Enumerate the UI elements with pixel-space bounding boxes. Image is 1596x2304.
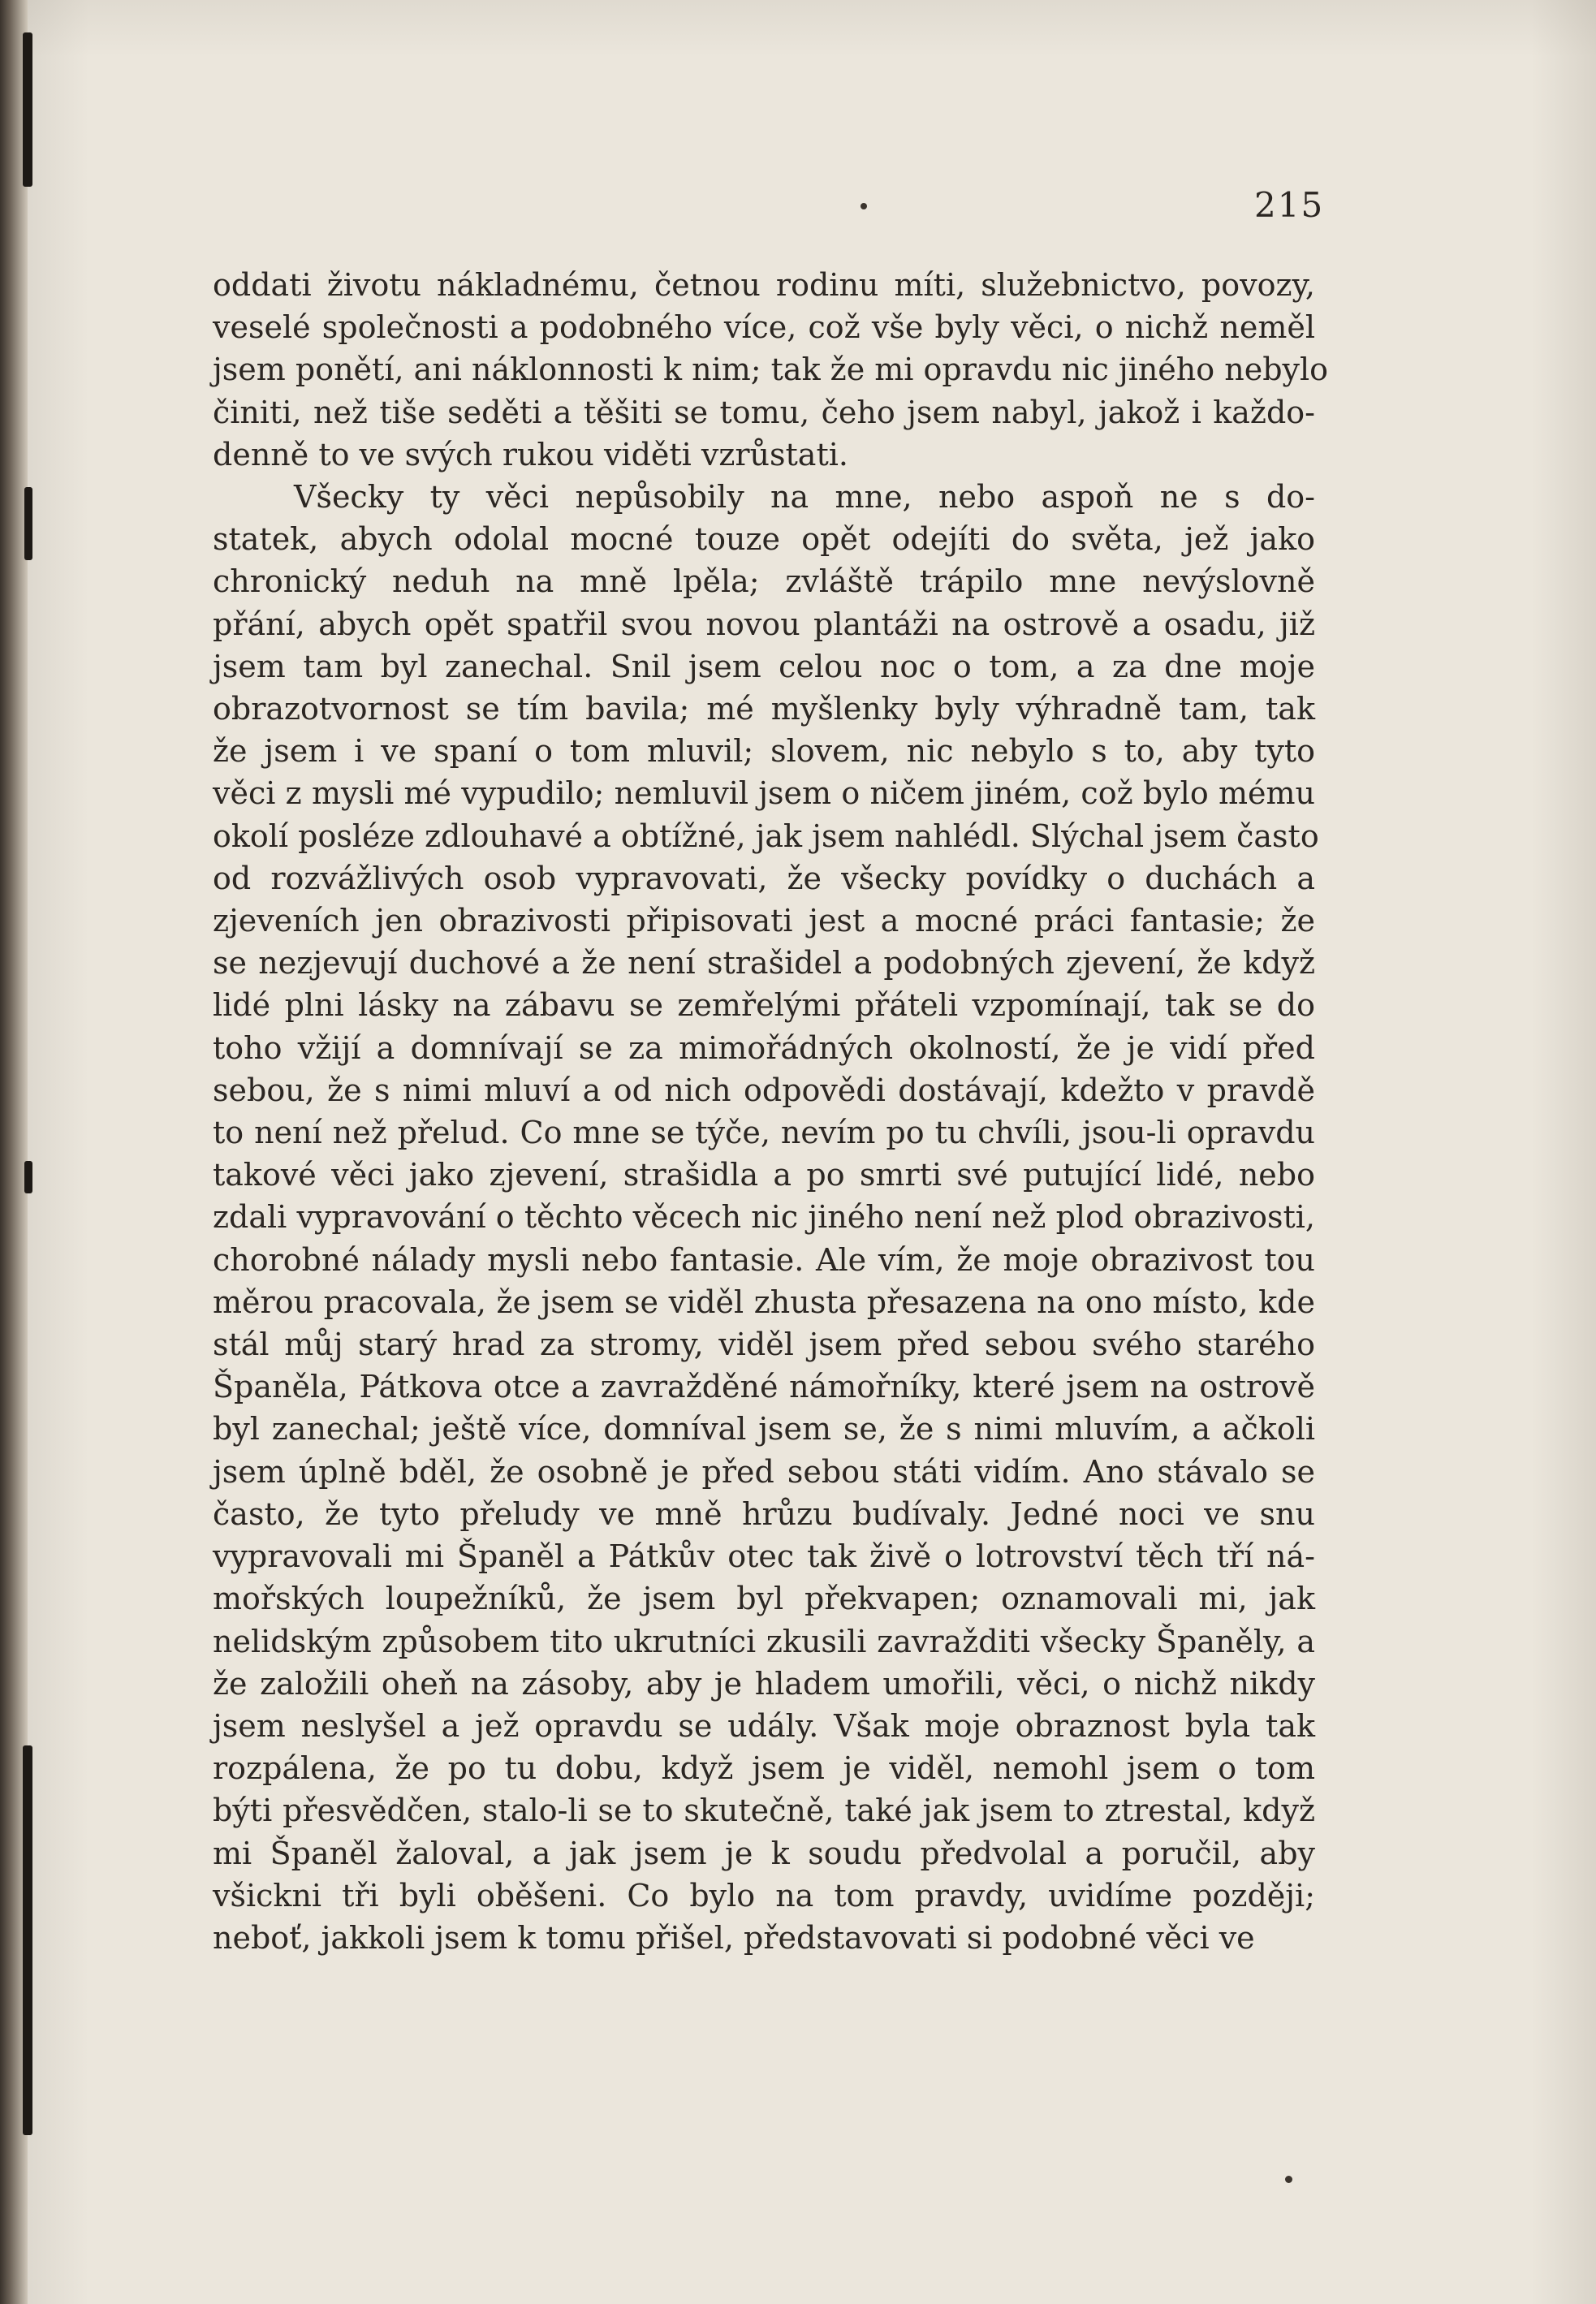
text-line: sebou, že s nimi mluví a od nich odpovědi dostávají, kdežto v pravdě <box>213 1072 1315 1108</box>
text-line: všickni tři byli oběšeni. Co bylo na tom pravdy, uvidíme později; <box>213 1877 1315 1914</box>
text-line: obrazotvornost se tím bavila; mé myšlenky byly výhradně tam, tak <box>213 691 1315 727</box>
body-text <box>213 264 1329 1959</box>
text-line: okolí posléze zdlouhavé a obtížné, jak jsem nahlédl. Slýchal jsem často <box>213 818 1319 854</box>
text-line: veselé společnosti a podobného více, což vše byly věci, o nichž neměl <box>213 309 1315 346</box>
text-line: měrou pracovala, že jsem se viděl zhusta přesazena na ono místo, kde <box>213 1284 1315 1320</box>
text-line: věci z mysli mé vypudilo; nemluvil jsem o ničem jiném, což bylo mému <box>213 775 1315 812</box>
text-line: často, že tyto přeludy ve mně hrůzu budívaly. Jedné noci ve snu <box>213 1495 1315 1532</box>
text-line: chronický neduh na mně lpěla; zvláště trápilo mne nevýslovně <box>213 563 1315 600</box>
text-line: byl zanechal; ještě více, domníval jsem se, že s nimi mluvím, a ačkoli <box>213 1411 1315 1448</box>
text-line: jsem neslyšel a jež opravdu se udály. Však moje obraznost byla tak <box>213 1707 1315 1744</box>
text-line: stál můj starý hrad za stromy, viděl jsem před sebou svého starého <box>213 1327 1315 1363</box>
text-line: se nezjevují duchové a že není strašidel a podobných zjevení, že když <box>213 945 1315 982</box>
text-line: to není než přelud. Co mne se týče, nevím po tu chvíli, jsou-li opravdu <box>213 1115 1315 1151</box>
paragraph <box>213 264 1329 476</box>
text-line: zjeveních jen obrazivosti připisovati jest a mocné práci fantasie; že <box>213 903 1315 939</box>
text-line: lidé plni lásky na zábavu se zemřelými přáteli vzpomínají, tak se do <box>213 987 1315 1024</box>
text-line: že založili oheň na zásoby, aby je hladem umořili, věci, o nichž nikdy <box>213 1665 1315 1702</box>
text-line: rozpálena, že po tu dobu, když jsem je viděl, nemohl jsem o tom <box>213 1750 1315 1787</box>
text-line: neboť, jakkoli jsem k tomu přišel, představovati si podobné věci ve <box>213 1919 1255 1956</box>
text-line: takové věci jako zjevení, strašidla a po smrti své putující lidé, nebo <box>213 1157 1315 1193</box>
binding-mark <box>23 1745 32 2135</box>
text-line: mořských loupežníků, že jsem byl překvapen; oznamovali mi, jak <box>213 1581 1315 1617</box>
paragraph-container <box>213 264 1329 1959</box>
text-line: Všecky ty věci nepůsobily na mne, nebo aspoň ne s do- <box>294 479 1315 516</box>
page-number: 215 <box>1254 185 1325 225</box>
text-line: statek, abych odolal mocné touze opět odejíti do světa, jež jako <box>213 521 1315 558</box>
page-speck <box>1285 2176 1292 2183</box>
text-line: od rozvážlivých osob vypravovati, že všecky povídky o duchách a <box>213 860 1315 896</box>
text-line: že jsem i ve spaní o tom mluvil; slovem, nic nebylo s to, aby tyto <box>213 733 1315 770</box>
text-line: Španěla, Pátkova otce a zavražděné námořníky, které jsem na ostrově <box>213 1369 1315 1405</box>
text-line: oddati životu nákladnému, četnou rodinu míti, služebnictvo, povozy, <box>213 267 1315 303</box>
text-line: přání, abych opět spatřil svou novou plantáži na ostrově a osadu, již <box>213 606 1315 642</box>
binding-mark <box>23 32 32 187</box>
text-line: býti přesvědčen, stalo-li se to skutečně, také jak jsem to ztrestal, když <box>213 1793 1315 1829</box>
text-line: jsem úplně bděl, že osobně je před sebou státi vidím. Ano stávalo se <box>213 1453 1315 1490</box>
binding-mark <box>24 1161 32 1193</box>
text-line: činiti, než tiše seděti a těšiti se tomu, čeho jsem nabyl, jakož i každo- <box>213 394 1315 430</box>
text-line: denně to ve svých rukou viděti vzrůstati. <box>213 436 848 472</box>
text-line: zdali vypravování o těchto věcech nic jiného není než plod obrazivosti, <box>213 1199 1315 1236</box>
text-line: jsem tam byl zanechal. Snil jsem celou noc o tom, a za dne moje <box>213 648 1315 684</box>
text-line: jsem ponětí, ani náklonnosti k nim; tak že mi opravdu nic jiného nebylo <box>213 352 1329 388</box>
text-line: nelidským způsobem tito ukrutníci zkusili zavražditi všecky Španěly, a <box>213 1623 1315 1659</box>
text-line: chorobné nálady mysli nebo fantasie. Ale vím, že moje obrazivost tou <box>213 1241 1315 1278</box>
page-speck <box>861 203 867 209</box>
text-line: mi Španěl žaloval, a jak jsem je k soudu předvolal a poručil, aby <box>213 1835 1315 1871</box>
binding-mark <box>24 487 32 560</box>
text-line: toho vžijí a domnívají se za mimořádných okolností, že je vidí před <box>213 1029 1315 1066</box>
paragraph <box>213 476 1319 1959</box>
text-line: vypravovali mi Španěl a Pátkův otec tak živě o lotrovství těch tří ná- <box>213 1538 1315 1575</box>
